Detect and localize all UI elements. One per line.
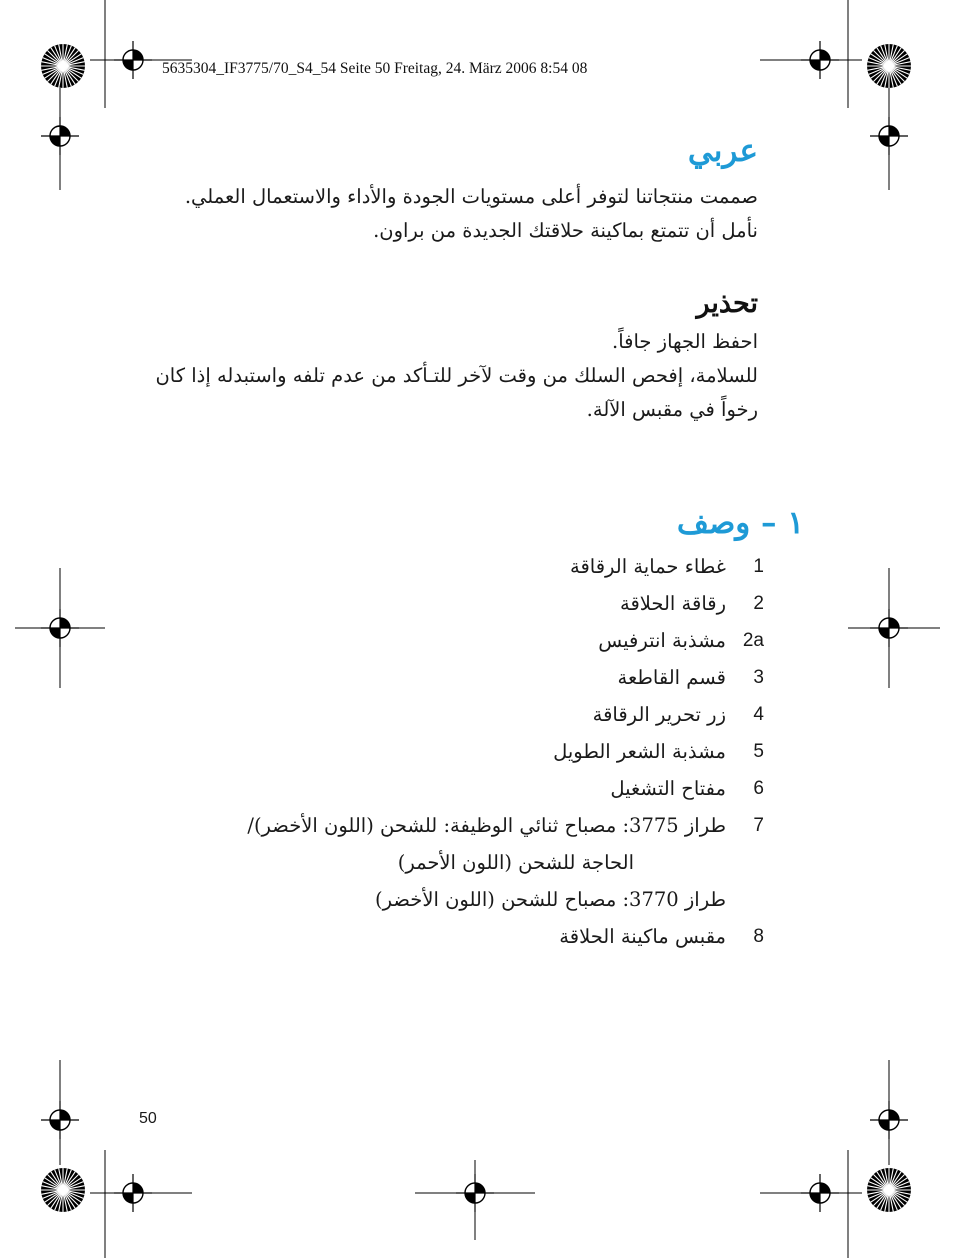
item-number: 2a	[742, 629, 764, 651]
list-item-continuation	[164, 844, 764, 881]
list-item	[164, 622, 764, 659]
item-number: 1	[753, 555, 764, 577]
intro-line: صممت منتجاتنا لتوفر أعلى مستويات الجودة والأداء والاستعمال العملي.	[184, 185, 758, 208]
item-text: الحاجة للشحن (اللون الأحمر)	[397, 851, 634, 874]
list-item	[164, 659, 764, 696]
list-item	[164, 696, 764, 733]
item-text: مشذبة انترفيس	[598, 629, 726, 652]
item-number: 2	[753, 592, 764, 614]
page-number: 50	[139, 1110, 157, 1127]
item-text: طراز 3775: مصباح ثنائي الوظيفة: للشحن (اللون الأخضر)/	[247, 814, 726, 837]
intro-paragraph	[185, 180, 758, 248]
warning-line: رخواً في مقبس الآلة.	[586, 398, 758, 421]
item-text: زر تحرير الرقاقة	[592, 703, 726, 726]
print-header: 5635304_IF3775/70_S4_54 Seite 50 Freitag, 24. März 2006 8:54 08	[162, 60, 588, 77]
item-number: 5	[753, 740, 764, 762]
item-text: مقبس ماكينة الحلاقة	[559, 925, 726, 948]
item-text: مفتاح التشغيل	[610, 777, 726, 800]
list-item	[164, 807, 764, 844]
item-text: قسم القاطعة	[617, 666, 726, 689]
list-item	[164, 548, 764, 585]
section-title-arabic: عربي	[687, 133, 758, 169]
item-number: 3	[753, 666, 764, 688]
item-text: غطاء حماية الرقاقة	[569, 555, 726, 578]
list-item	[164, 918, 764, 955]
warning-paragraph	[155, 325, 758, 427]
list-item-continuation	[164, 881, 764, 918]
parts-list	[164, 548, 764, 955]
warning-line: للسلامة، إفحص السلك من وقت لآخر للتـأكد من عدم تلفه واستبدله إذا كان	[155, 364, 758, 387]
item-number: 6	[753, 777, 764, 799]
list-item	[164, 585, 764, 622]
warning-title: تحذير	[696, 288, 758, 319]
description-title: ١ – وصف	[676, 505, 804, 541]
item-number: 7	[753, 814, 764, 836]
list-item	[164, 770, 764, 807]
item-text: طراز 3770: مصباح للشحن (اللون الأخضر)	[375, 888, 726, 911]
list-item	[164, 733, 764, 770]
warning-line: احفظ الجهاز جافاً.	[612, 330, 758, 353]
item-text: مشذبة الشعر الطويل	[553, 740, 726, 763]
item-number: 4	[753, 703, 764, 725]
intro-line: نأمل أن تتمتع بماكينة حلاقتك الجديدة من براون.	[373, 219, 758, 242]
item-number: 8	[753, 925, 764, 947]
item-text: رقاقة الحلاقة	[619, 592, 726, 615]
